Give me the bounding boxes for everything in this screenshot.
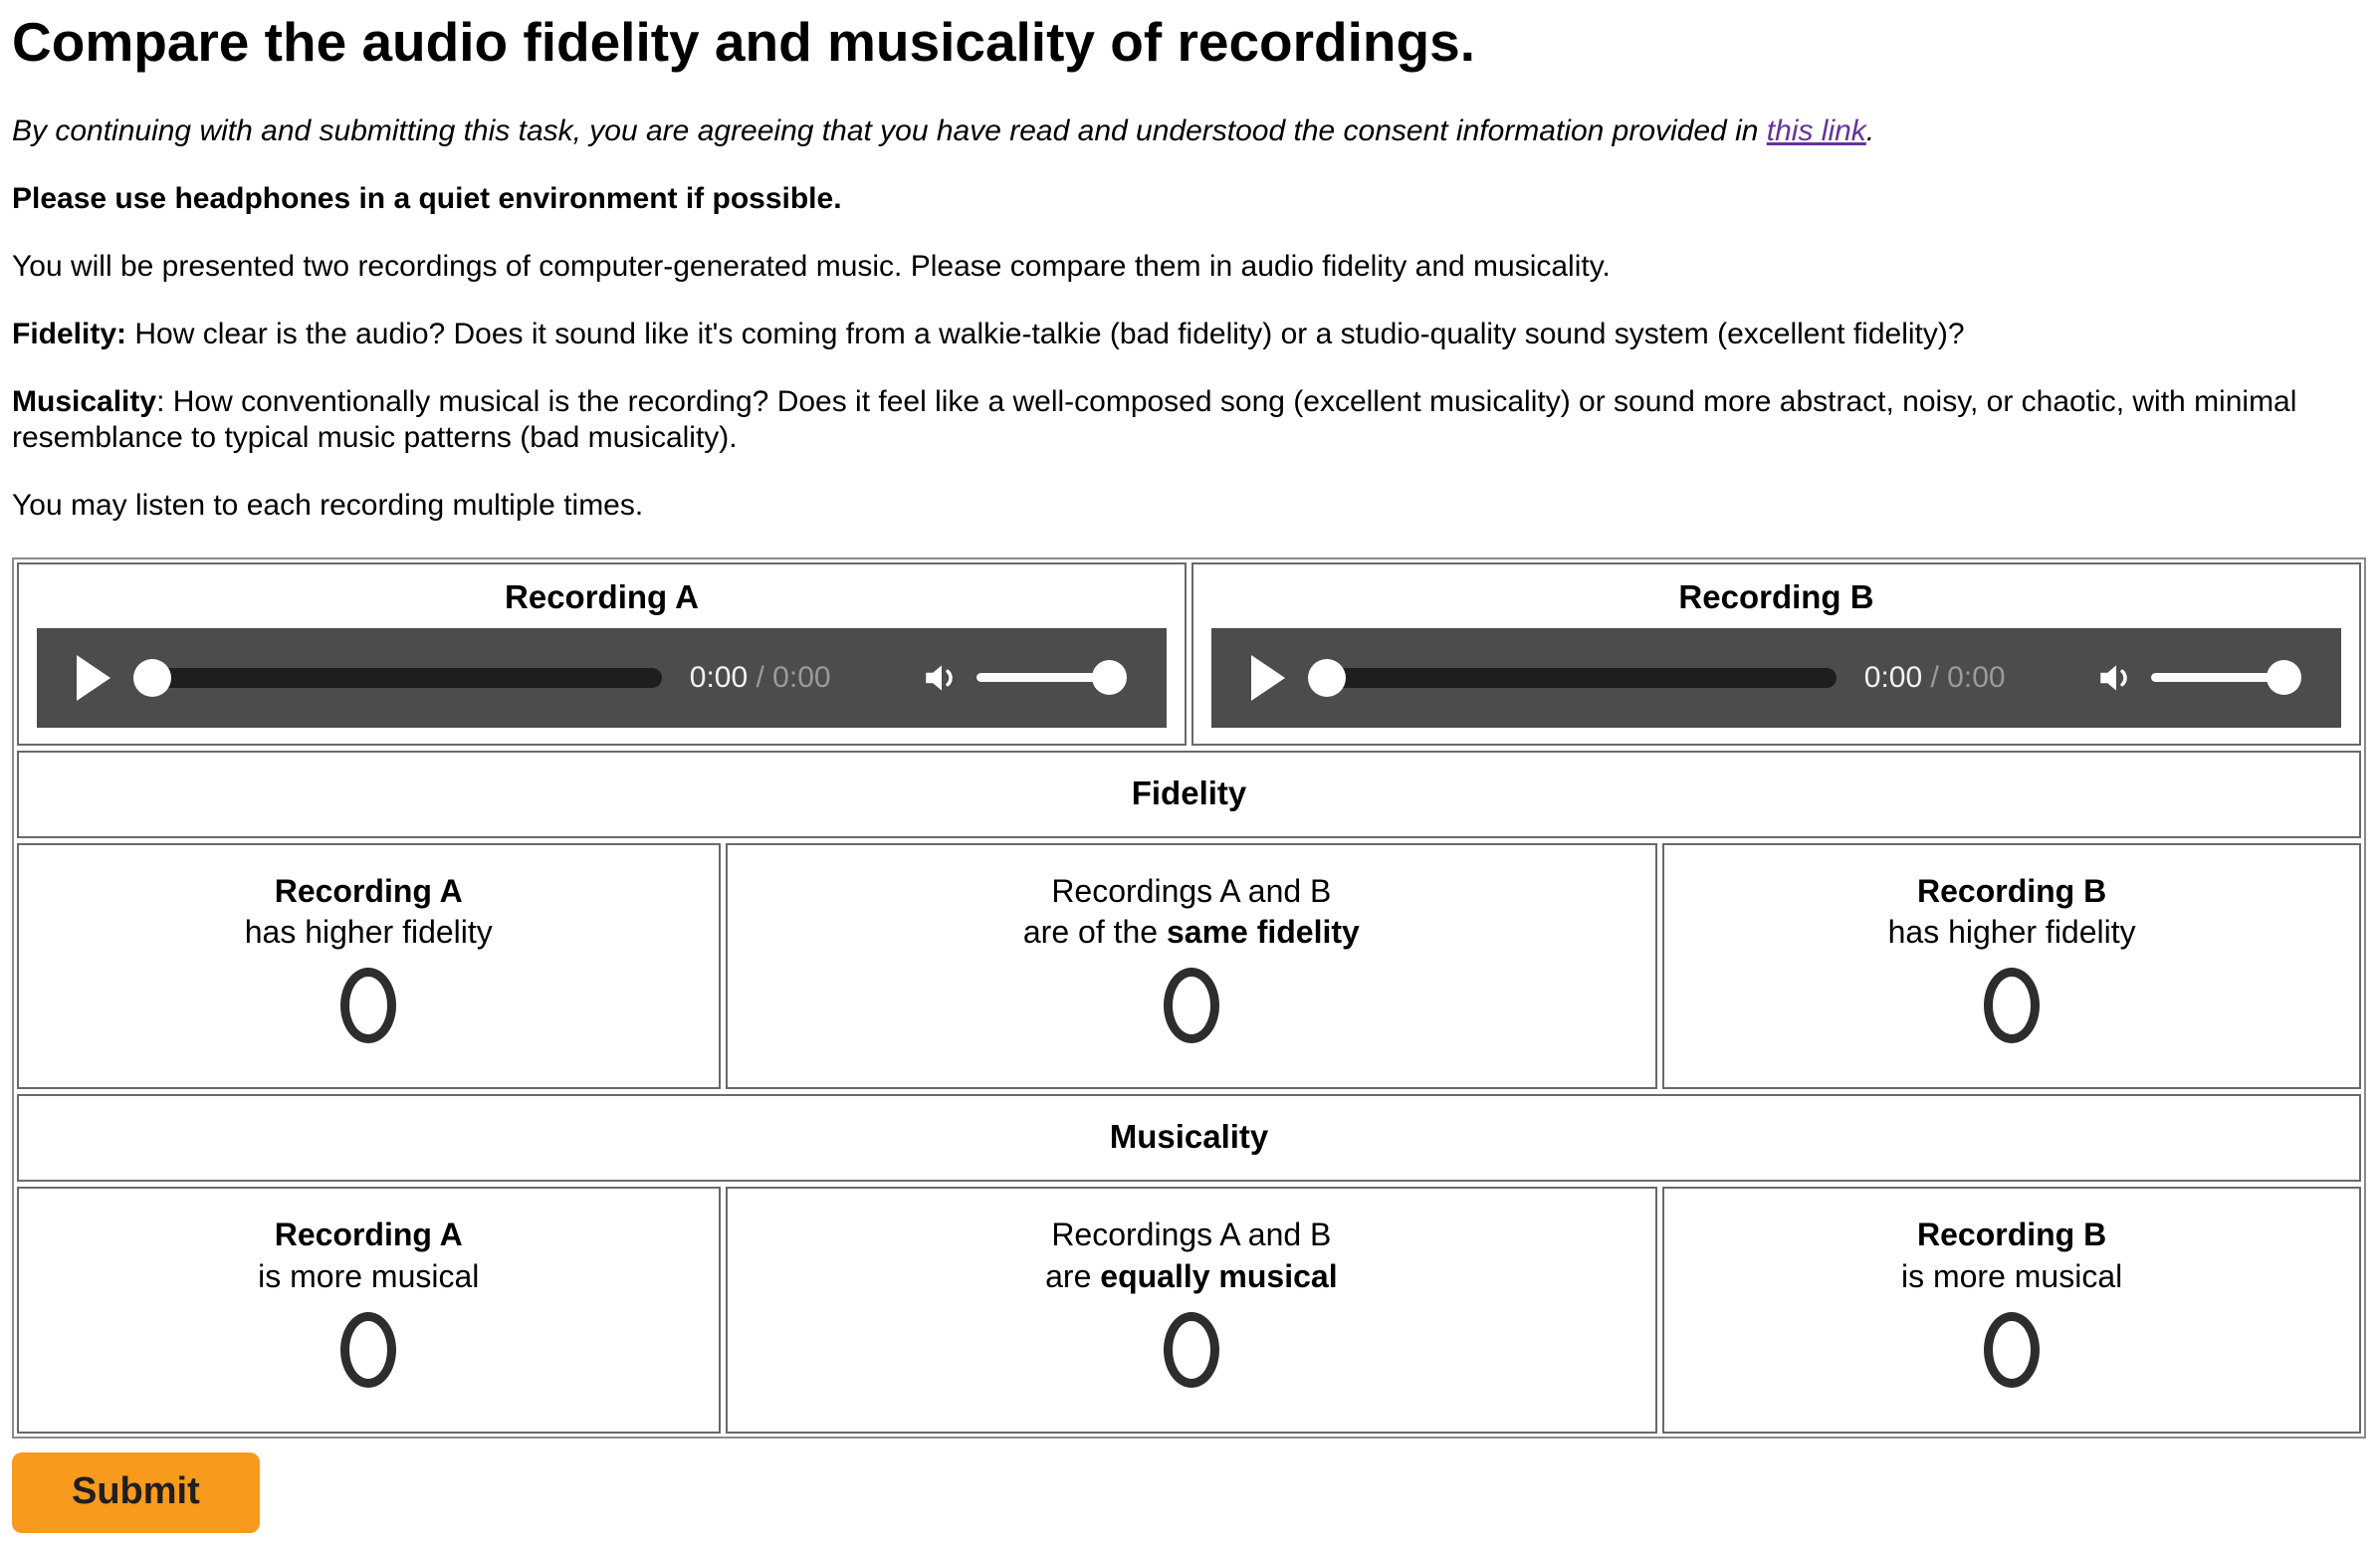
seek-thumb[interactable] xyxy=(133,659,171,697)
fidelity-option-same xyxy=(726,843,1658,1090)
recording-b-audio-player xyxy=(1211,628,2341,728)
recording-b-seek-bar[interactable] xyxy=(1311,667,1837,689)
speaker-volume-icon[interactable] xyxy=(921,657,963,699)
option-line1: Recording A xyxy=(274,872,463,909)
recording-a-audio-player xyxy=(37,628,1167,728)
option-line1: Recording B xyxy=(1916,1217,2107,1253)
option-line1: Recording B xyxy=(1916,872,2107,909)
recording-b-cell xyxy=(1191,562,2361,746)
current-time: 0:00 xyxy=(689,660,749,694)
seek-thumb[interactable] xyxy=(1308,659,1346,697)
musicality-definition-text: : How conventionally musical is the recording? Does it feel like a well-composed song (excellent musicality) or sound more abstract, noisy, or chaotic, with minimal resemblance to typical music patterns (bad musicality). xyxy=(12,384,2297,454)
musicality-options-row xyxy=(17,1187,2361,1434)
recording-a-title: Recording A xyxy=(505,577,699,615)
consent-text-suffix: . xyxy=(1865,113,1875,147)
option-line2: has higher fidelity xyxy=(1887,914,2136,951)
fidelity-header-row xyxy=(17,751,2361,838)
duration-time: 0:00 xyxy=(1947,660,2006,694)
play-icon[interactable] xyxy=(77,655,110,701)
musicality-option-same xyxy=(726,1187,1658,1434)
submit-button[interactable]: Submit xyxy=(12,1452,260,1533)
recording-a-seek-bar[interactable] xyxy=(136,667,662,689)
consent-text-prefix: By continuing with and submitting this task, you are agreeing that you have read and understood the consent information provided in xyxy=(12,113,1767,147)
headphones-note: Please use headphones in a quiet environment if possible. xyxy=(12,181,842,215)
radio-circle-icon[interactable] xyxy=(1984,1312,2040,1388)
fidelity-definition-label: Fidelity: xyxy=(12,317,127,350)
radio-circle-icon[interactable] xyxy=(340,1312,396,1388)
option-line1: Recordings A and B xyxy=(1051,1217,1332,1253)
time-separator: / xyxy=(1922,660,1948,694)
musicality-option-a xyxy=(17,1187,721,1434)
intro-paragraph: You will be presented two recordings of computer-generated music. Please compare them in audio fidelity and musicality. xyxy=(12,249,1611,283)
current-time: 0:00 xyxy=(1863,660,1923,694)
recording-b-title: Recording B xyxy=(1678,577,1874,615)
seek-track[interactable] xyxy=(136,668,662,688)
recording-a-time xyxy=(690,661,831,695)
recording-b-volume-slider[interactable] xyxy=(2151,673,2295,682)
consent-link[interactable]: this link xyxy=(1766,113,1866,147)
option-line2: has higher fidelity xyxy=(244,914,493,951)
fidelity-option-b xyxy=(1662,843,2361,1090)
speaker-volume-icon[interactable] xyxy=(2095,657,2137,699)
listen-note: You may listen to each recording multiple times. xyxy=(12,488,644,522)
fidelity-options-row xyxy=(17,843,2361,1090)
option-line1: Recordings A and B xyxy=(1051,872,1332,909)
fidelity-section-header: Fidelity xyxy=(17,751,2361,838)
option-line2-bold: equally musical xyxy=(1100,1257,1338,1294)
volume-thumb[interactable] xyxy=(1092,660,1127,695)
option-line2-bold: same fidelity xyxy=(1166,914,1360,951)
musicality-definition-label: Musicality xyxy=(12,384,157,418)
option-line2-prefix: are xyxy=(1045,1257,1101,1294)
seek-track[interactable] xyxy=(1311,668,1837,688)
fidelity-definition xyxy=(12,317,2366,352)
time-separator: / xyxy=(748,660,773,694)
option-line2: is more musical xyxy=(258,1257,480,1294)
radio-circle-icon[interactable] xyxy=(1164,1312,1219,1388)
volume-thumb[interactable] xyxy=(2267,660,2301,695)
musicality-section-header: Musicality xyxy=(17,1094,2361,1182)
option-line2-prefix: are of the xyxy=(1022,914,1167,951)
comparison-table xyxy=(12,557,2366,1440)
duration-time: 0:00 xyxy=(772,660,831,694)
musicality-option-b xyxy=(1662,1187,2361,1434)
players-row xyxy=(17,562,2361,746)
radio-circle-icon[interactable] xyxy=(340,968,396,1043)
consent-paragraph xyxy=(12,113,2366,149)
option-line2 xyxy=(728,1256,1656,1298)
musicality-header-row xyxy=(17,1094,2361,1182)
fidelity-option-a xyxy=(17,843,721,1090)
page-title: Compare the audio fidelity and musicality of recordings. xyxy=(12,11,1475,73)
recording-a-volume-slider[interactable] xyxy=(976,673,1121,682)
recording-a-cell xyxy=(17,562,1187,746)
play-icon[interactable] xyxy=(1251,655,1285,701)
option-line2: is more musical xyxy=(1900,1257,2123,1294)
fidelity-definition-text: How clear is the audio? Does it sound like it's coming from a walkie-talkie (bad fidelity) or a studio-quality sound system (excellent fidelity)? xyxy=(126,317,1965,350)
musicality-definition xyxy=(12,384,2366,456)
recording-b-time xyxy=(1864,661,2006,695)
option-line1: Recording A xyxy=(274,1217,463,1253)
radio-circle-icon[interactable] xyxy=(1164,968,1219,1043)
option-line2 xyxy=(728,912,1656,954)
radio-circle-icon[interactable] xyxy=(1984,968,2040,1043)
